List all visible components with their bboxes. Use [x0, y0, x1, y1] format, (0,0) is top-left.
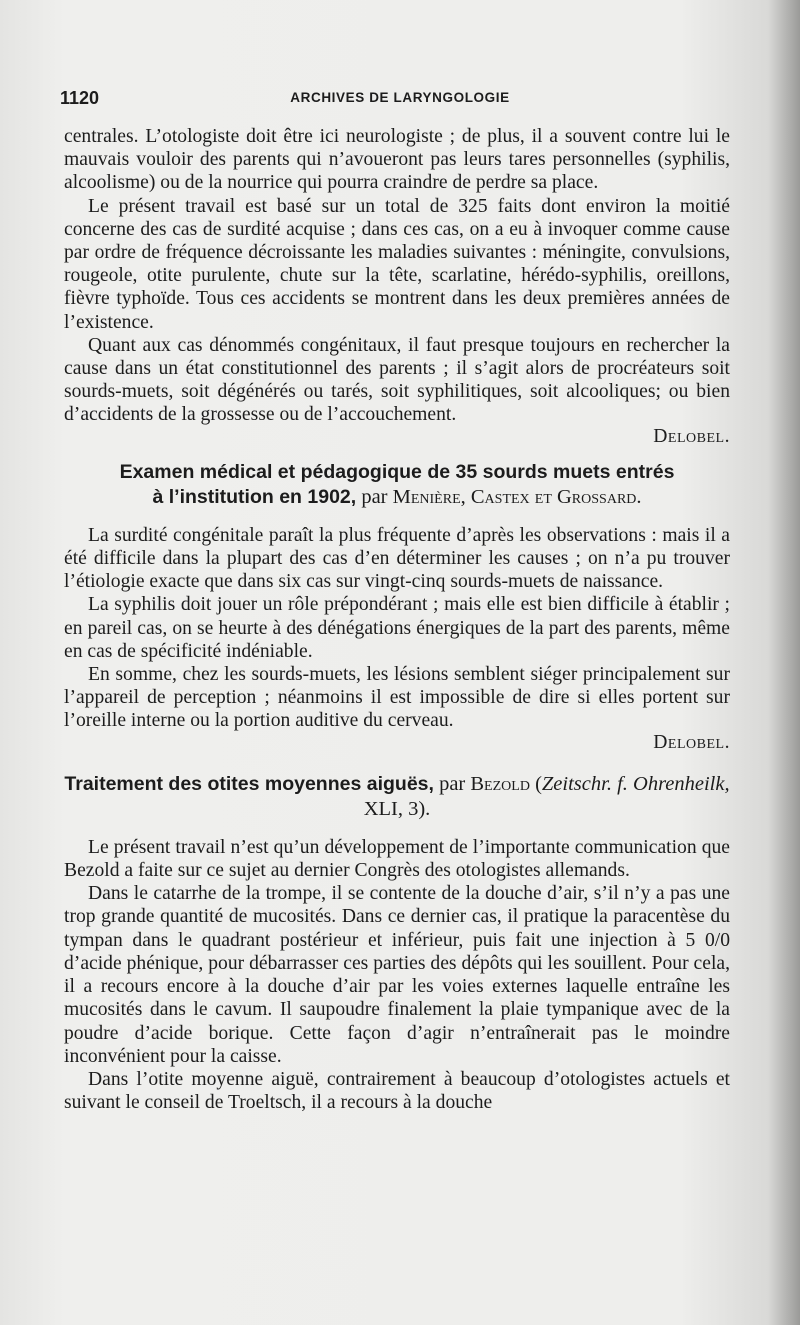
section-title-line-2 — [64, 485, 730, 510]
intro-paragraph-2: Le présent travail est basé sur un total de 325 faits dont environ la moitié concerne des cas de surdité acquise ; dans ces cas, on a eu à invoquer comme cause par ordre de fréquence décroissante les maladies suivantes : méningite, convulsions, rougeole, otite purulente, chute sur la tête, scarlatine, hérédo-syphilis, oreillons, fièvre typhoïde. Tous ces accidents se montrent dans les deux premières années de l’existence. — [64, 195, 730, 333]
reference-volume: XLI, 3). — [363, 797, 431, 820]
reference-journal: Zeitschr. f. Ohrenheilk, — [541, 772, 730, 795]
traitement-paragraph-3: Dans l’otite moyenne aiguë, contrairement à beaucoup d’otologistes actuels et suivant le conseil de Troeltsch, il a recours à la douche — [64, 1068, 730, 1114]
section-by-2: par — [439, 772, 466, 795]
section-title-line-1: Examen médical et pédagogique de 35 sourds muets entrés — [119, 460, 675, 483]
section-author-bezold: Bezold — [470, 772, 530, 795]
section-title-institution: à l’institution en 1902, — [152, 485, 357, 508]
section-heading-examen — [64, 460, 730, 510]
section-title-traitement: Traitement des otites moyennes aiguës, — [64, 772, 434, 795]
intro-paragraph-1: centrales. L’otologiste doit être ici neurologiste ; de plus, il a souvent contre lui le mauvais vouloir des parents qui n’avoueront pas leurs tares personnelles (syphilis, alcoolisme) ou de la nourrice qui pourra craindre de perdre sa place. — [64, 126, 730, 194]
traitement-paragraph-1: Le présent travail n’est qu’un développement de l’importante communication que Bezold a faite sur ce sujet au dernier Congrès des otologistes allemands. — [64, 836, 730, 882]
section-heading-traitement — [64, 772, 730, 822]
examen-paragraph-2: La syphilis doit jouer un rôle prépondérant ; mais elle est bien difficile à établir ; en pareil cas, on se heurte à des dénégations énergiques de la part des parents, même en cas de spécificité indéniable. — [64, 594, 730, 662]
traitement-paragraph-2: Dans le catarrhe de la trompe, il se contente de la douche d’air, s’il n’y a pas une trop grande quantité de mucosités. Dans ce dernier cas, il pratique la paracentèse du tympan dans le quadrant postérieur et inférieur, puis fait une injection à 5 0/0 d’acide phénique, pour débarrasser ces parties des dépôts qui les souillent. Pour cela, il a recours encore à la douche d’air par les voies externes laquelle entraîne les mucosités dans le cavum. Il saupoudre finalement la plaie tympanique avec de la poudre d’acide borique. Cette façon d’agir n’entraînerait pas le moindre inconvénient pour la caisse. — [64, 883, 730, 1067]
section-by: par — [361, 485, 388, 508]
section-authors: Menière, Castex et Grossard. — [392, 485, 642, 508]
page-number: 1120 — [60, 88, 100, 108]
signature-delobel-2: Delobel. — [653, 731, 730, 753]
examen-paragraph-3: En somme, chez les sourds-muets, les lésions semblent siéger principalement sur l’appareil de perception ; néanmoins il est impossible de dire si elles portent sur l’oreille interne ou la portion auditive du cerveau. — [64, 664, 730, 732]
signature-delobel-1: Delobel. — [653, 425, 730, 447]
running-head — [60, 88, 740, 110]
reference-open-paren: ( — [535, 772, 542, 795]
page-body — [64, 125, 730, 1114]
examen-paragraph-1: La surdité congénitale paraît la plus fréquente d’après les observations : mais il a été difficile dans la plupart des cas d’en déterminer les causes ; on n’a pu trouver l’étiologie exacte que dans six cas sur vingt-cinq sourds-muets de naissance. — [64, 524, 730, 593]
journal-title: ARCHIVES DE LARYNGOLOGIE — [290, 90, 510, 105]
intro-paragraph-3: Quant aux cas dénommés congénitaux, il faut presque toujours en rechercher la cause dans un état constitutionnel des parents ; il s’agit alors de procréateurs soit sourds-muets, soit dégénérés ou tarés, soit syphilitiques, soit alcooliques; ou bien d’accidents de la grossesse ou de l’accouchement. — [64, 334, 730, 426]
